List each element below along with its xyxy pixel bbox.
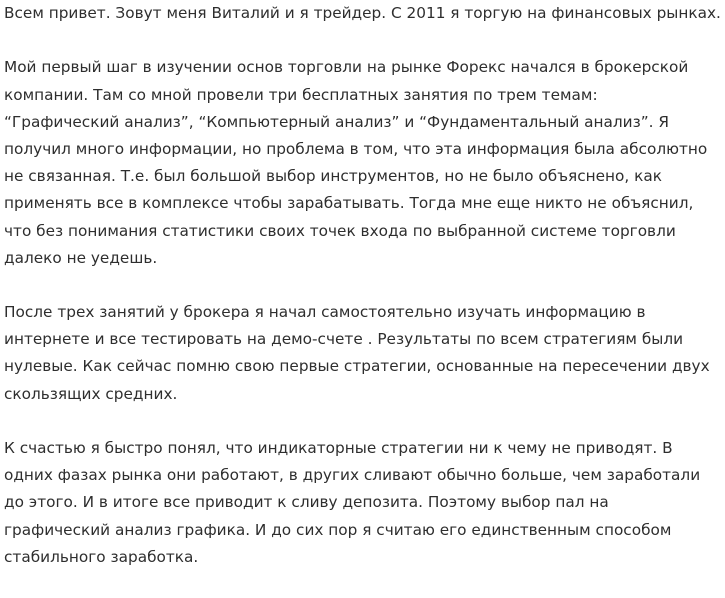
text-line: получил много информации, но проблема в том, что эта информация была абсолютно [4,139,708,158]
text-line: стабильного заработка. [4,547,199,566]
text-line: Мой первый шаг в изучении основ торговли на рынке Форекс начался в брокерской [4,58,689,77]
text-line: графический анализ графика. И до сих пор я считаю его единственным способом [4,520,672,539]
paragraph-intro [4,0,725,27]
text-line: не связанная. Т.е. был большой выбор инструментов, но не было объяснено, как [4,167,662,186]
text-line: что без понимания статистики своих точек входа по выбранной системе торговли [4,221,676,240]
text-line: К счастью я быстро понял, что индикаторные стратегии ни к чему не приводят. В [4,439,673,457]
text-line: далеко не уедешь. [4,248,158,267]
paragraph-first-steps [4,54,725,272]
article-body [4,0,725,598]
paragraph-conclusion [4,435,725,571]
text-line: до этого. И в итоге все приводит к сливу депозита. Поэтому выбор пал на [4,493,609,512]
text-line: После трех занятий у брокера я начал самостоятельно изучать информацию в [4,303,646,322]
text-line: скользящих средних. [4,384,178,403]
text-line: Всем привет. Зовут меня Виталий и я трейдер. С 2011 я торгую на финансовых рынках. [4,4,721,22]
text-line: интернете и все тестировать на демо-счете . Результаты по всем стратегиям были [4,330,684,349]
text-line: “Графический анализ”, “Компьютерный анализ” и “Фундаментальный анализ”. Я [4,112,670,131]
text-line: нулевые. Как сейчас помню свою первые стратегии, основанные на пересечении двух [4,357,710,376]
text-line: компании. Там со мной провели три бесплатных занятия по трем темам: [4,85,598,104]
paragraph-self-study [4,299,725,408]
text-line: применять все в комплексе чтобы зарабатывать. Тогда мне еще никто не объяснил, [4,194,694,213]
text-line: одних фазах рынка они работают, в других сливают обычно больше, чем заработали [4,466,701,485]
